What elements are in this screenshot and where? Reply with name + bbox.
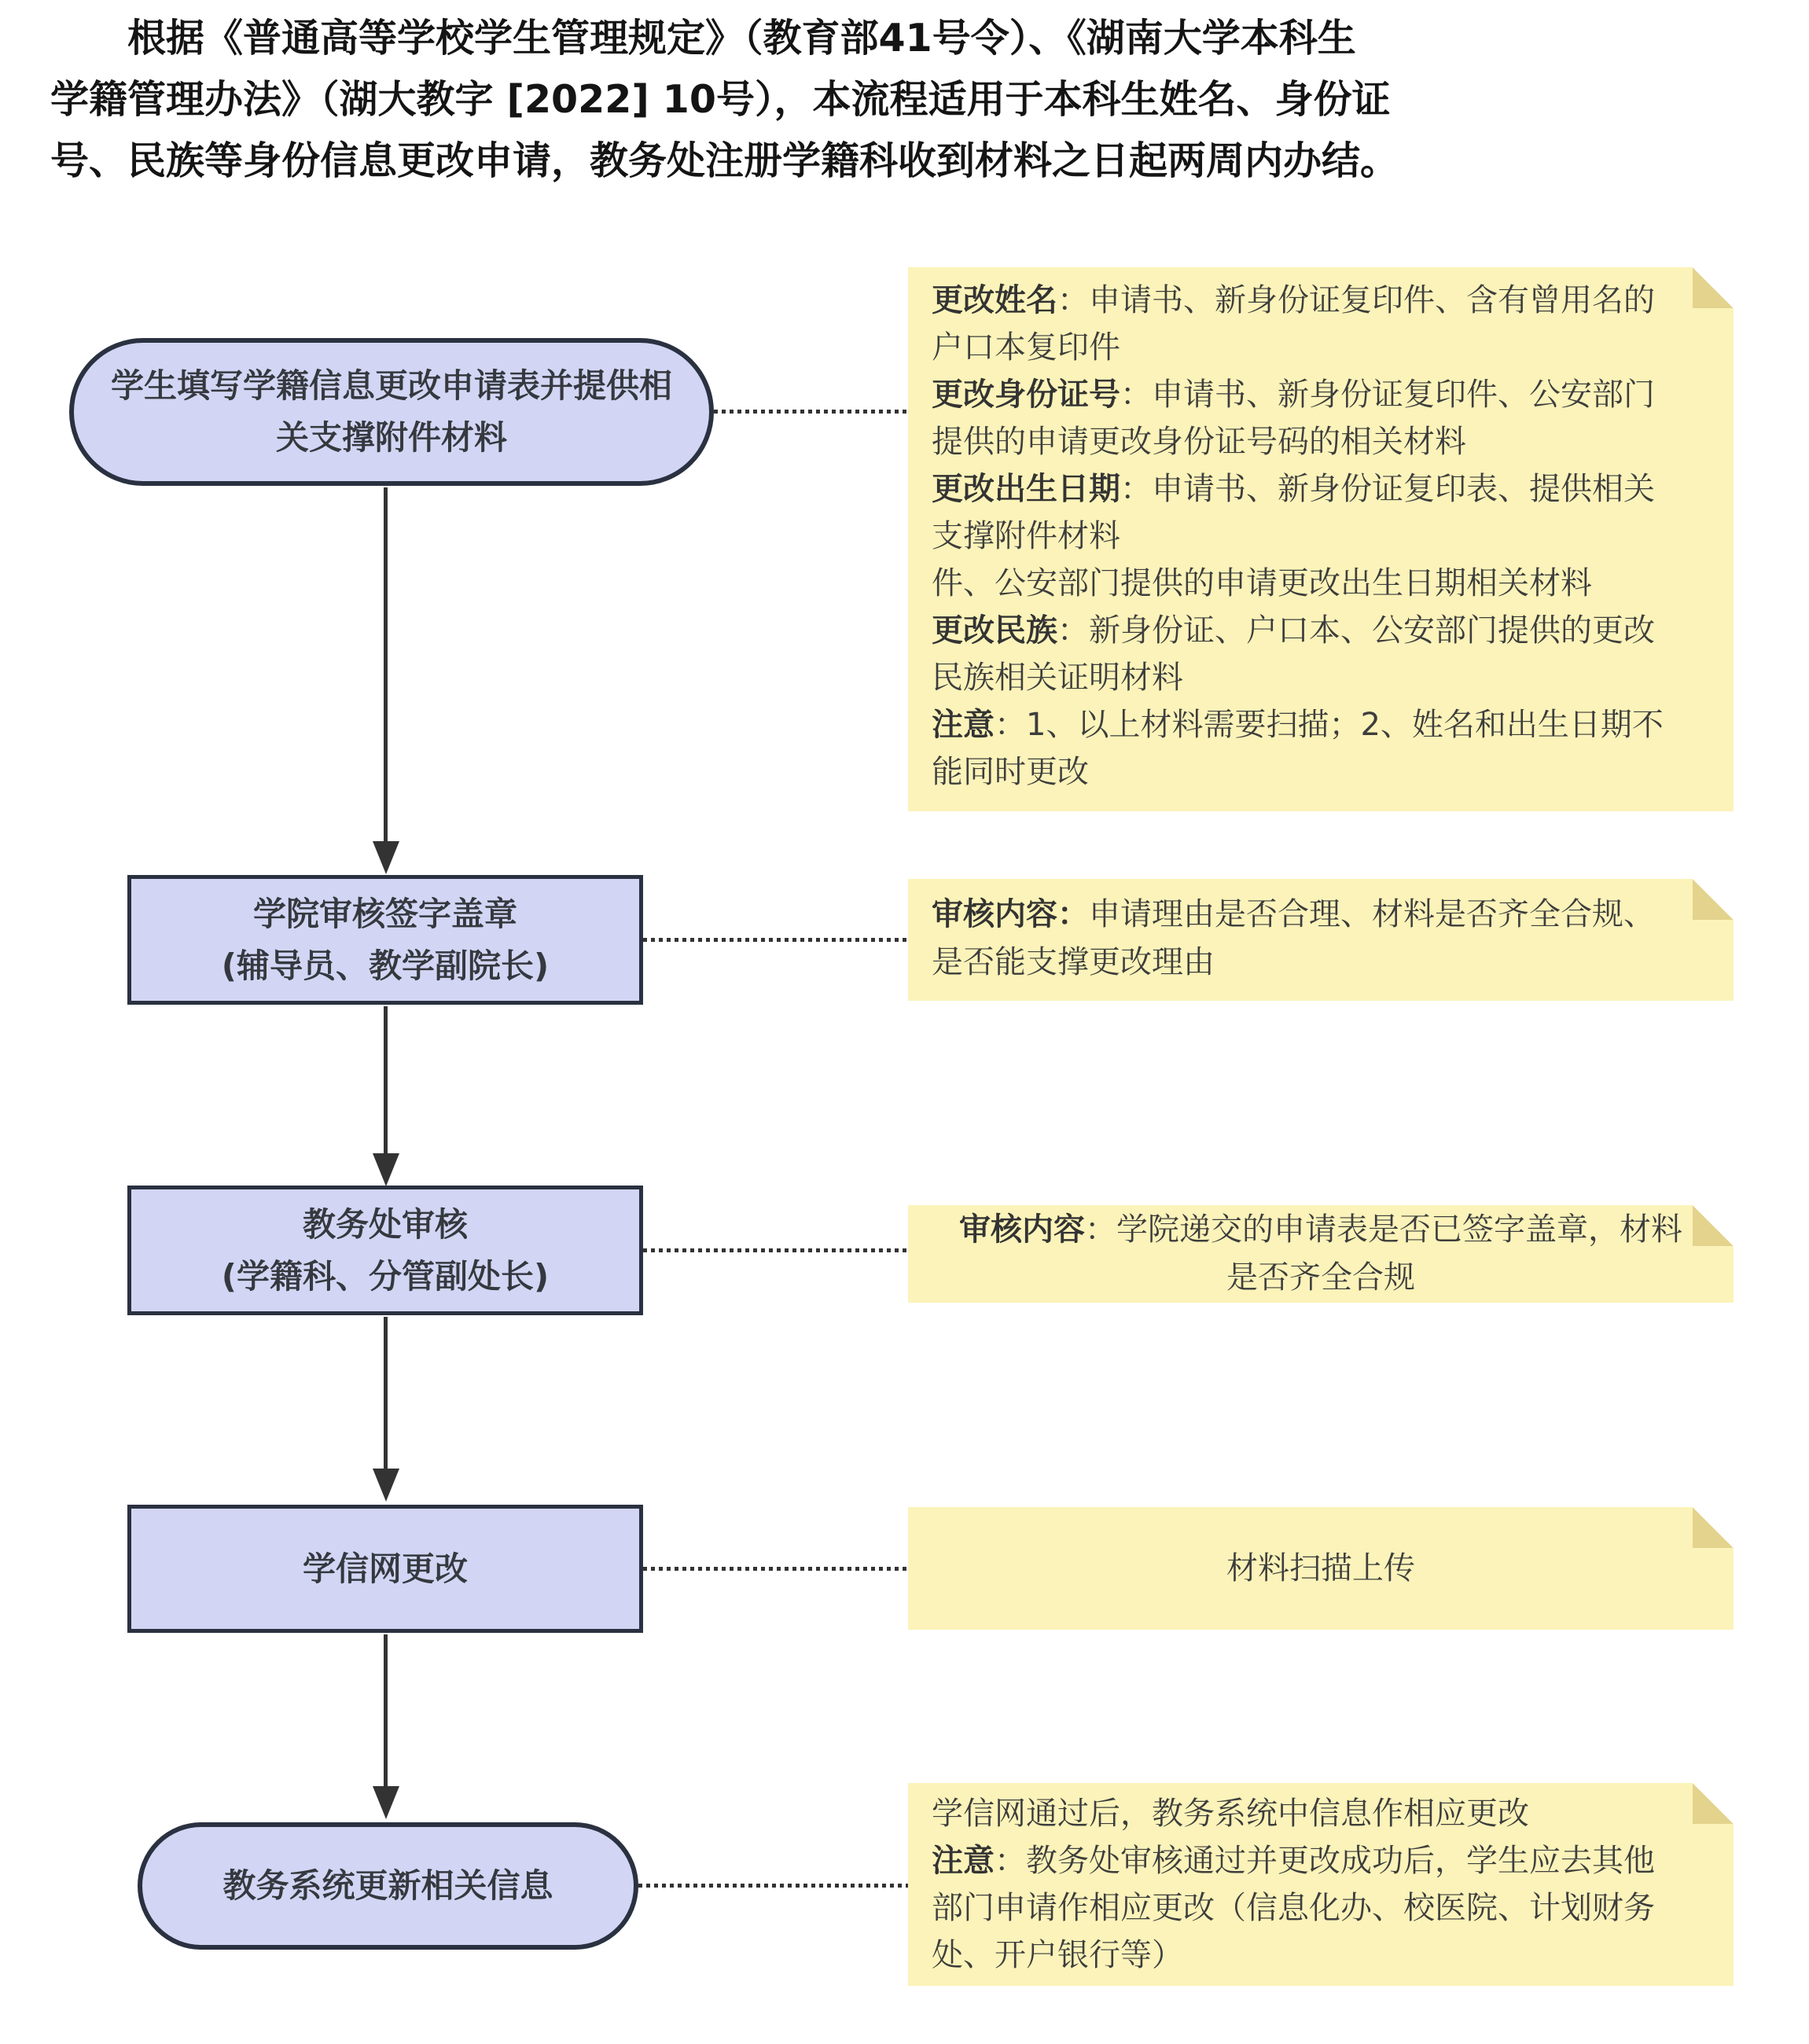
note-fold-corner bbox=[1693, 1507, 1734, 1548]
intro-paragraph: 根据《普通高等学校学生管理规定》（教育部41号令）、《湖南大学本科生 学籍管理办法》（湖大教字 [2022] 10号），本流程适用于本科生姓名、身份证 号、民族等身份信息更改申请，教务处注册学籍科收到材料之日起两周内办结。 bbox=[50, 16, 1399, 183]
flow-step-edu-system-update: 教务系统更新相关信息 bbox=[138, 1822, 638, 1950]
note-upload-scan bbox=[908, 1507, 1734, 1630]
arrow-down-icon bbox=[373, 1153, 399, 1186]
flow-arrow-line-4 bbox=[384, 1634, 388, 1788]
note-text: 更改姓名：申请书、新身份证复印件、含有曾用名的 户口本复印件 更改身份证号：申请书、新身份证复印件、公安部门 提供的申请更改身份证号码的相关材料 更改出生日期：申请书、新身份证复印表、提供相关 支撑附件材料 件、公安部门提供的申请更改出生日期相关材料 更改民族：新身份证、户口本、公安部门提供的更改 民族相关证明材料 注意：1、以上材料需要扫描；2、姓名和出生日期不 能同时更改 bbox=[932, 282, 1664, 790]
flow-step-student-fill-form: 学生填写学籍信息更改申请表并提供相 关支撑附件材料 bbox=[69, 338, 714, 486]
note-system-update-remark bbox=[908, 1783, 1734, 1986]
arrow-down-icon bbox=[373, 1786, 399, 1819]
note-college-review-content bbox=[908, 879, 1734, 1001]
dotted-connector-1 bbox=[714, 410, 908, 414]
dotted-connector-5 bbox=[638, 1884, 908, 1888]
dotted-connector-4 bbox=[643, 1567, 908, 1571]
arrow-down-icon bbox=[373, 841, 399, 874]
note-text: 审核内容：申请理由是否合理、材料是否齐全合规、 是否能支撑更改理由 bbox=[932, 896, 1655, 980]
flow-step-registrar-review: 教务处审核 (学籍科、分管副处长) bbox=[127, 1186, 643, 1315]
flow-step-chsi-update: 学信网更改 bbox=[127, 1505, 643, 1633]
note-text: 审核内容：学院递交的申请表是否已签字盖章，材料 是否齐全合规 bbox=[959, 1211, 1682, 1296]
dotted-connector-2 bbox=[643, 938, 908, 942]
dotted-connector-3 bbox=[643, 1248, 908, 1252]
flow-arrow-line-2 bbox=[384, 1006, 388, 1156]
note-registrar-review-content bbox=[908, 1205, 1734, 1303]
flow-arrow-line-3 bbox=[384, 1317, 388, 1470]
flow-step-college-review: 学院审核签字盖章 (辅导员、教学副院长) bbox=[127, 875, 643, 1005]
note-text: 学信网通过后，教务系统中信息作相应更改 注意：教务处审核通过并更改成功后，学生应去其他 部门申请作相应更改（信息化办、校医院、计划财务 处、开户银行等） bbox=[932, 1796, 1655, 1973]
flow-arrow-line-1 bbox=[384, 487, 388, 841]
note-text: 材料扫描上传 bbox=[1226, 1550, 1415, 1586]
note-required-materials bbox=[908, 267, 1734, 811]
arrow-down-icon bbox=[373, 1469, 399, 1502]
